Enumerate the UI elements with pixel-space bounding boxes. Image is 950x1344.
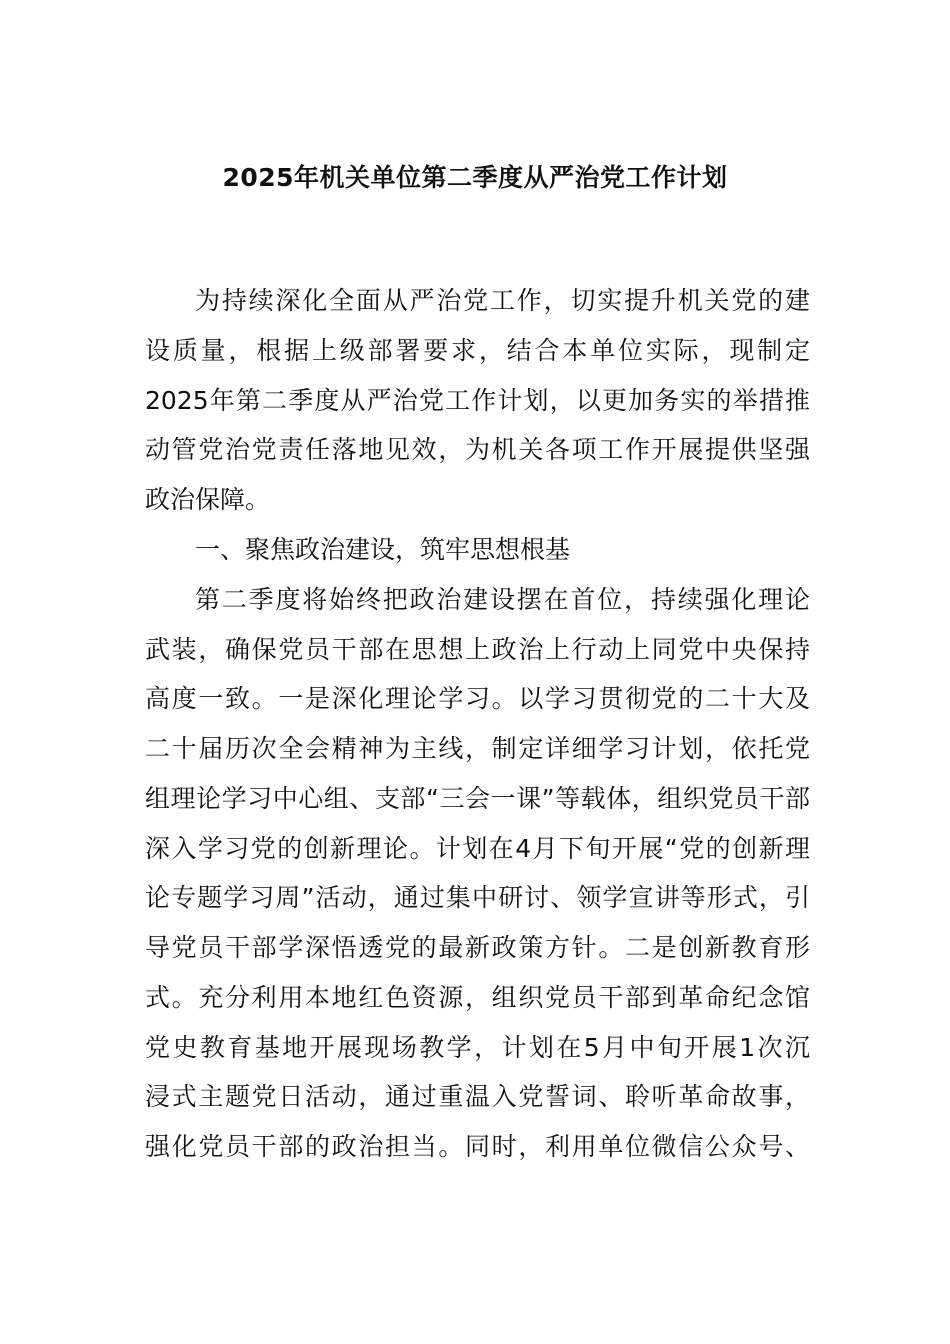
paragraph-line: 党史教育基地开展现场教学，计划在5月中旬开展1次沉 xyxy=(145,1033,810,1062)
paragraph-line: 二十届历次全会精神为主线，制定详细学习计划，依托党 xyxy=(145,734,810,763)
paragraph-line: 高度一致。一是深化理论学习。以学习贯彻党的二十大及 xyxy=(145,684,810,713)
paragraph-line: 动管党治党责任落地见效，为机关各项工作开展提供坚强 xyxy=(145,435,810,464)
paragraph-line: 深入学习党的创新理论。计划在4月下旬开展“党的创新理 xyxy=(145,834,810,863)
paragraph-line: 式。充分利用本地红色资源，组织党员干部到革命纪念馆 xyxy=(145,983,810,1012)
paragraph-line: 论专题学习周”活动，通过集中研讨、领学宣讲等形式，引 xyxy=(145,883,810,912)
paragraph-line: 第二季度将始终把政治建设摆在首位，持续强化理论 xyxy=(195,585,810,614)
paragraph-line: 政治保障。 xyxy=(145,485,271,514)
paragraph-line: 组理论学习中心组、支部“三会一课”等载体，组织党员干部 xyxy=(145,784,810,813)
paragraph-line: 设质量，根据上级部署要求，结合本单位实际，现制定 xyxy=(145,336,810,365)
paragraph-line: 武装，确保党员干部在思想上政治上行动上同党中央保持 xyxy=(145,635,810,664)
document-title: 2025年机关单位第二季度从严治党工作计划 xyxy=(222,163,728,192)
paragraph-line: 为持续深化全面从严治党工作，切实提升机关党的建 xyxy=(195,286,810,315)
paragraph-line: 导党员干部学深悟透党的最新政策方针。二是创新教育形 xyxy=(145,933,810,962)
section-heading: 一、聚焦政治建设，筑牢思想根基 xyxy=(195,535,571,564)
paragraph-line: 2025年第二季度从严治党工作计划，以更加务实的举措推 xyxy=(145,386,810,415)
paragraph-line: 浸式主题党日活动，通过重温入党誓词、聆听革命故事， xyxy=(145,1082,810,1111)
paragraph-line: 强化党员干部的政治担当。同时，利用单位微信公众号、 xyxy=(145,1132,810,1161)
